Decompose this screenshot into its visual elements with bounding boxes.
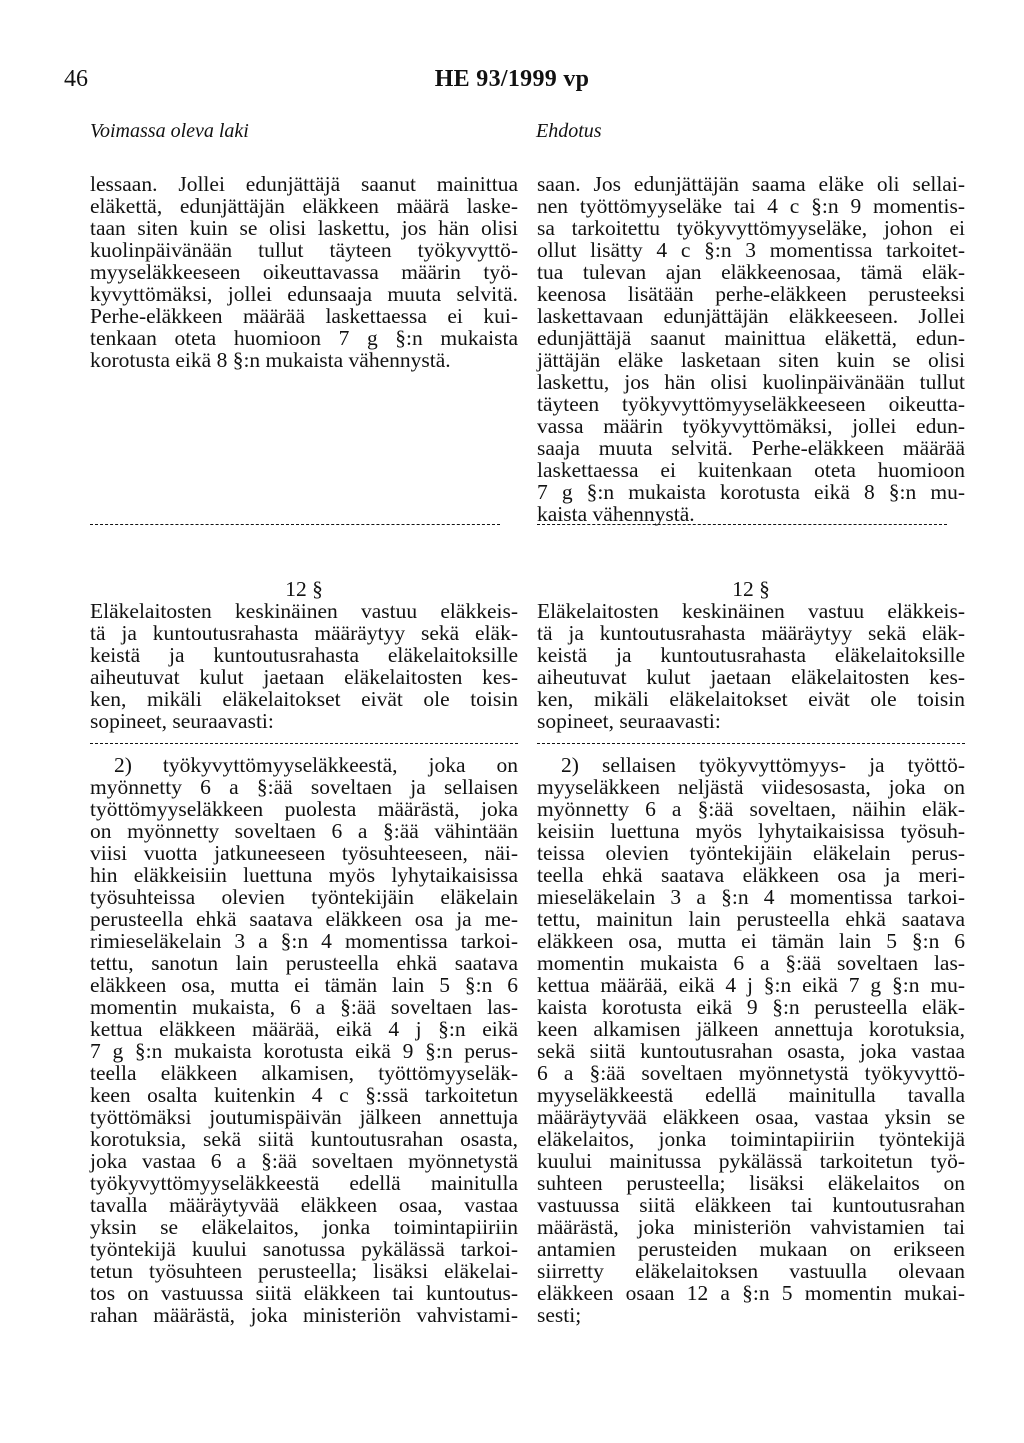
text-line: taan siten kuin se olisi laskettu, jos hän olisi <box>90 216 518 240</box>
omission-divider <box>90 513 500 535</box>
text-line: vassa määrin työkyvyttömäksi, jollei edun- <box>537 414 965 438</box>
text-line: 7 g §:n mukaista korotusta eikä 8 §:n mu- <box>537 480 965 504</box>
text-line: kaista vähennystä. <box>537 502 695 526</box>
section-heading: 12 § <box>285 577 323 601</box>
text-line: myönnetty 6 a §:ää soveltaen ja sellaisen <box>90 775 518 799</box>
text-line: laskettavaan edunjättäjän eläkkeeseen. Jollei <box>537 304 965 328</box>
text-line: momentin mukaista 6 a §:ää soveltaen las- <box>537 951 965 975</box>
right-omission-dashes <box>537 513 947 535</box>
text-line: aiheutuvat kulut jaetaan eläkelaitosten kes- <box>90 665 518 689</box>
text-line: ken, mikäli eläkelaitokset eivät ole toisin <box>90 687 518 711</box>
text-line: keistä ja kuntoutusrahasta eläkelaitoksille <box>537 643 965 667</box>
text-line: momentin mukaista, 6 a §:ää soveltaen las- <box>90 995 518 1019</box>
text-line: tos on vastuussa siitä eläkkeen tai kuntoutus- <box>90 1281 518 1305</box>
text-line: työttömyyseläkkeen puolesta määrästä, joka <box>90 797 518 821</box>
section-heading: 12 § <box>732 577 770 601</box>
text-line: laskettu, jos hän olisi kuolinpäivänään tullut <box>537 370 965 394</box>
text-line: sekä siitä kuntoutusrahan osasta, joka vastaa <box>537 1039 965 1063</box>
text-line: mieseläkelain 3 a §:n 4 momentissa tarkoi- <box>537 885 965 909</box>
text-line: ollut lisätty 4 c §:n 3 momentissa tarkoitet- <box>537 238 965 262</box>
text-line: keisiin luettuna myös lyhytaikaisissa työsuh- <box>537 819 965 843</box>
text-line: korotuksia, sekä siitä kuntoutusrahan osasta, <box>90 1127 518 1151</box>
text-line: tenkaan oteta huomioon 7 g §:n mukaista <box>90 326 518 350</box>
text-line: eläkettä, edunjättäjän eläkkeen määrä laske- <box>90 194 518 218</box>
left-omission-dashes <box>90 513 500 535</box>
text-line: myyseläkkeeseen oikeuttavassa määrin työ- <box>90 260 518 284</box>
left-section-12 <box>90 578 518 1326</box>
text-line: nen työttömyyseläke tai 4 c §:n 9 momentis- <box>537 194 965 218</box>
text-line: Eläkelaitosten keskinäinen vastuu eläkkeis- <box>90 599 518 623</box>
text-line: myyseläkkeestä edellä mainitulla tavalla <box>537 1083 965 1107</box>
text-line: keenosa lisätään perhe-eläkkeen perusteeksi <box>537 282 965 306</box>
text-line: kettua eläkkeen määrää, eikä 4 j §:n eikä <box>90 1017 518 1041</box>
document-id: HE 93/1999 vp <box>434 66 590 92</box>
text-line: kuolinpäivänään tullut täyteen työkyvyttö- <box>90 238 518 262</box>
text-line: 2) työkyvyttömyyseläkkeestä, joka on <box>114 753 518 777</box>
text-line: rimieseläkelain 3 a §:n 4 momentissa tarkoi- <box>90 929 518 953</box>
text-line: työttömäksi joutumispäivän jälkeen annettuja <box>90 1105 518 1129</box>
text-line: tavalla määräytyvää eläkkeen osaa, vastaa <box>90 1193 518 1217</box>
text-line: tä ja kuntoutusrahasta määräytyy sekä eläk- <box>90 621 518 645</box>
text-line: ken, mikäli eläkelaitokset eivät ole toisin <box>537 687 965 711</box>
omission-divider <box>90 732 518 754</box>
text-line: työntekijä kuului sanotussa pykälässä tarkoi- <box>90 1237 518 1261</box>
text-line: keistä ja kuntoutusrahasta eläkelaitoksille <box>90 643 518 667</box>
right-proposal-top <box>537 173 965 525</box>
text-line: Eläkelaitosten keskinäinen vastuu eläkkeis- <box>537 599 965 623</box>
text-line: yksin se eläkelaitos, jonka toimintapiiriin <box>90 1215 518 1239</box>
text-line: eläkkeen osa, mutta ei tämän lain 5 §:n 6 <box>537 929 965 953</box>
text-line: tua tulevan ajan eläkkeenosaa, tämä eläk- <box>537 260 965 284</box>
text-line: keen osalta kuitenkin 4 c §:ssä tarkoitetun <box>90 1083 518 1107</box>
text-line: viisi vuotta jatkuneeseen työsuhteeseen, näi- <box>90 841 518 865</box>
text-line: 6 a §:ää soveltaen myönnetystä työkyvyttö- <box>537 1061 965 1085</box>
page-number: 46 <box>64 66 88 92</box>
text-line: teissa olevien työntekijäin eläkelain perus- <box>537 841 965 865</box>
text-line: 2) sellaisen työkyvyttömyys- ja työttö- <box>561 753 965 777</box>
text-line: aiheutuvat kulut jaetaan eläkelaitosten kes- <box>537 665 965 689</box>
text-line: kuului mainitussa pykälässä tarkoitetun työ- <box>537 1149 965 1173</box>
text-line: siirretty eläkelaitoksen vastuulla olevaan <box>537 1259 965 1283</box>
text-line: vastuussa siitä eläkkeen tai kuntoutusrahan <box>537 1193 965 1217</box>
text-line: on myönnetty soveltaen 6 a §:ää vähintään <box>90 819 518 843</box>
text-line: eläkkeen osa, mutta ei tämän lain 5 §:n 6 <box>90 973 518 997</box>
text-line: täyteen työkyvyttömyyseläkkeeseen oikeutta- <box>537 392 965 416</box>
left-current-law-top <box>90 173 518 371</box>
text-line: 7 g §:n mukaista korotusta eikä 9 §:n perus- <box>90 1039 518 1063</box>
text-line: perusteella ehkä saatava eläkkeen osa ja me- <box>90 907 518 931</box>
text-line: saaja muuta selvitä. Perhe-eläkkeen määrää <box>537 436 965 460</box>
text-line: edunjättäjä saanut mainittua eläkettä, edun- <box>537 326 965 350</box>
text-line: teella eläkkeen alkamisen, työttömyyseläk- <box>90 1061 518 1085</box>
text-line: suhteen perusteella; lisäksi eläkelaitos on <box>537 1171 965 1195</box>
text-line: myyseläkkeen neljästä viidesosasta, joka on <box>537 775 965 799</box>
text-line: hin eläkkeisiin luettuna myös lyhytaikaisissa <box>90 863 518 887</box>
text-line: kaista korotusta eikä 9 §:n perusteella eläk- <box>537 995 965 1019</box>
text-line: työsuhteissa olevien työntekijäin eläkelain <box>90 885 518 909</box>
text-line: teella ehkä saatava eläkkeen osa ja meri- <box>537 863 965 887</box>
text-line: kyvyttömäksi, jollei edunsaaja muuta selvitä. <box>90 282 518 306</box>
text-line: korotusta eikä 8 §:n mukaista vähennystä. <box>90 348 451 372</box>
text-line: tettu, sanotun lain perusteella ehkä saatava <box>90 951 518 975</box>
text-line: kettua määrää, eikä 4 j §:n eikä 7 g §:n mu- <box>537 973 965 997</box>
left-column-heading: Voimassa oleva laki <box>90 120 249 142</box>
text-line: antamien perusteiden mukaan on erikseen <box>537 1237 965 1261</box>
text-line: lessaan. Jollei edunjättäjä saanut mainittua <box>90 172 518 196</box>
text-line: tä ja kuntoutusrahasta määräytyy sekä eläk- <box>537 621 965 645</box>
text-line: laskettaessa ei kuitenkaan oteta huomioon <box>537 458 965 482</box>
text-line: keen alkamisen jälkeen annettuja korotuksia, <box>537 1017 965 1041</box>
text-line: saan. Jos edunjättäjän saama eläke oli sellai- <box>537 172 965 196</box>
text-line: Perhe-eläkkeen määrää laskettaessa ei kui- <box>90 304 518 328</box>
text-line: jättäjän eläke lasketaan siten kuin se olisi <box>537 348 965 372</box>
text-line: joka vastaa 6 a §:ää soveltaen myönnetystä <box>90 1149 518 1173</box>
text-line: tetun työsuhteen perusteella; lisäksi eläkelai- <box>90 1259 518 1283</box>
text-line: eläkelaitos, jonka toimintapiiriin työntekijä <box>537 1127 965 1151</box>
omission-divider <box>537 732 965 754</box>
right-section-12 <box>537 578 965 1326</box>
text-line: määrästä, joka ministeriön vahvistamien tai <box>537 1215 965 1239</box>
omission-divider <box>537 513 947 535</box>
text-line: sa tarkoitettu työkyvyttömyyseläke, johon ei <box>537 216 965 240</box>
text-line: sopineet, seuraavasti: <box>90 709 274 733</box>
right-column-heading: Ehdotus <box>536 120 602 142</box>
text-line: sopineet, seuraavasti: <box>537 709 721 733</box>
text-line: sesti; <box>537 1303 582 1327</box>
text-line: määräytyvää eläkkeen osaa, vastaa yksin se <box>537 1105 965 1129</box>
text-line: eläkkeen osaan 12 a §:n 5 momentin mukai- <box>537 1281 965 1305</box>
text-line: työkyvyttömyyseläkkeestä edellä mainitulla <box>90 1171 518 1195</box>
text-line: rahan määrästä, joka ministeriön vahvistami- <box>90 1303 518 1327</box>
text-line: myönnetty 6 a §:ää soveltaen, näihin eläk- <box>537 797 965 821</box>
text-line: tettu, mainitun lain perusteella ehkä saatava <box>537 907 965 931</box>
